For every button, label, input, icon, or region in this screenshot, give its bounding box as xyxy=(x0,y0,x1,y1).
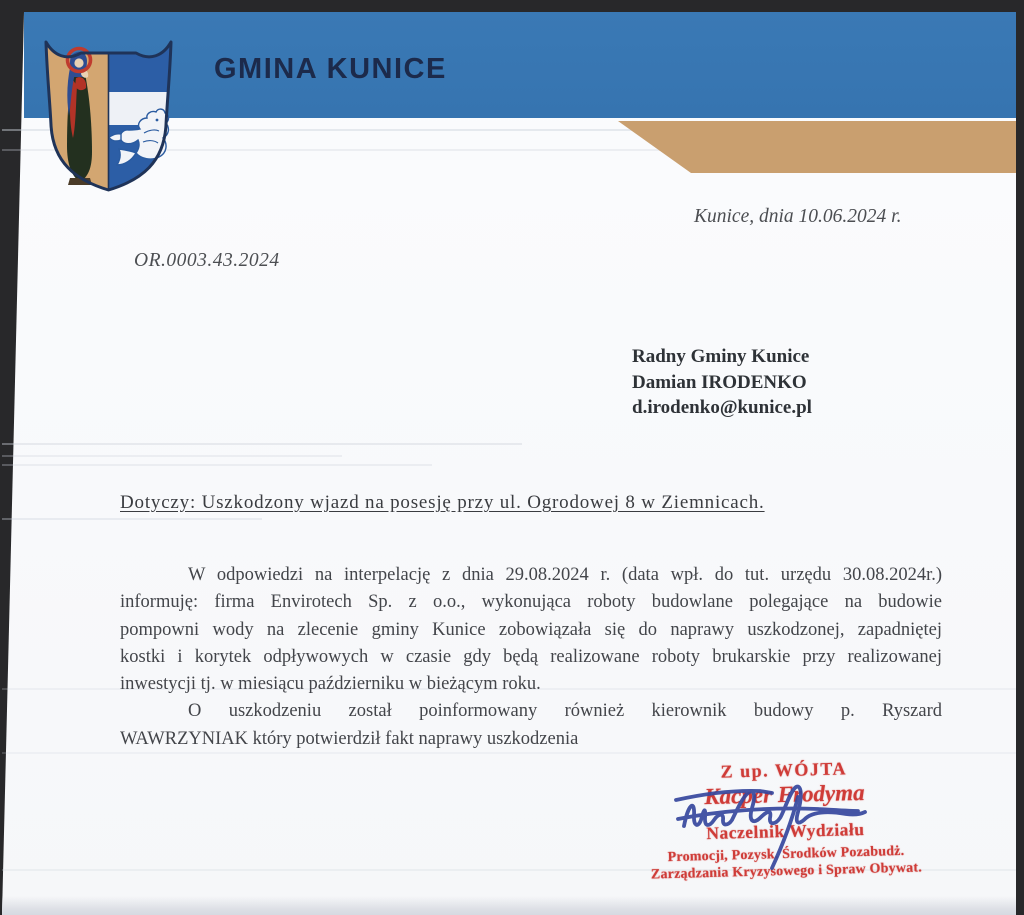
body-line: kostki i korytek odpływowych w czasie gdy będą realizowane roboty brukarskie przy realizowanej xyxy=(120,646,942,667)
subject-line: Dotyczy: Uszkodzony wjazd na posesję przy ul. Ogrodowej 8 w Ziemnicach. xyxy=(120,492,765,513)
body-line: W odpowiedzi na interpelację z dnia 29.08.2024 r. (data wpł. do tut. urzędu 30.08.2024r.) xyxy=(188,565,942,585)
municipality-title: GMINA KUNICE xyxy=(214,53,447,85)
body-line: O uszkodzeniu został poinformowany również kierownik budowy p. Ryszard xyxy=(188,701,942,722)
stamp-title: Naczelnik Wydziału xyxy=(706,818,865,844)
body-line: informuję: firma Envirotech Sp. z o.o., wykonująca roboty budowlane polegające na budowie xyxy=(120,592,942,613)
date-line: Kunice, dnia 10.06.2024 r. xyxy=(694,206,902,227)
stamp-department-line: Promocji, Pozysk. Środków Pozabudż. xyxy=(667,843,905,866)
recipient-email: d.irodenko@kunice.pl xyxy=(632,397,812,418)
body-line: pompowni wody na zlecenie gminy Kunice zobowiązała się do naprawy uszkodzonej, zapadniętej xyxy=(120,619,942,640)
reference-number: OR.0003.43.2024 xyxy=(134,250,280,271)
recipient-name: Damian IRODENKO xyxy=(632,371,807,393)
body-line: WAWRZYNIAK który potwierdził fakt naprawy uszkodzenia xyxy=(120,728,579,749)
stamp-name: Kacper Frodyma xyxy=(703,779,865,810)
page-bottom-shadow xyxy=(2,896,1016,915)
letter-body xyxy=(120,562,942,753)
stamp-department-line: Zarządzania Kryzysowego i Spraw Obywat. xyxy=(650,860,923,883)
handwritten-signature xyxy=(648,768,913,880)
madonna-figure xyxy=(67,49,92,186)
body-line: inwestycji tj. w miesiącu październiku w bieżącym roku. xyxy=(120,674,541,695)
coat-of-arms-icon xyxy=(40,36,177,196)
recipient-role: Radny Gminy Kunice xyxy=(632,346,810,367)
recipient-block xyxy=(632,344,812,421)
stamp-authorization: Z up. WÓJTA xyxy=(720,758,848,782)
